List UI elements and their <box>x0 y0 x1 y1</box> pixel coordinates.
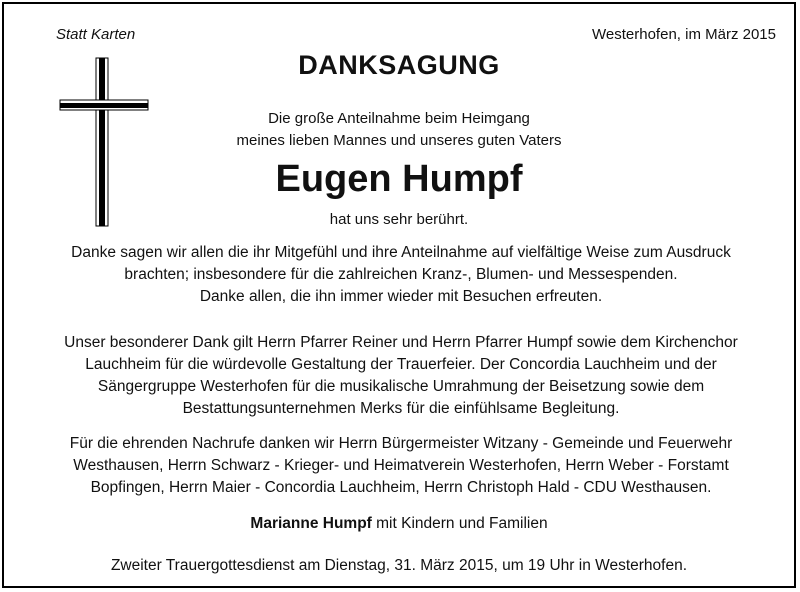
deceased-name: Eugen Humpf <box>275 158 523 200</box>
paragraph-special-thanks <box>22 332 780 420</box>
intro-line-1: Die große Anteilnahme beim Heimgang <box>268 110 530 127</box>
statt-karten-note: Statt Karten <box>56 26 136 43</box>
intro-line-2: meines lieben Mannes und unseres guten Vaters <box>236 132 562 149</box>
widow-name: Marianne Humpf <box>250 515 372 532</box>
paragraph-line: Bopfingen, Herrn Maier - Concordia Lauchheim, Herrn Christoph Hald - CDU Westhausen. <box>90 479 712 496</box>
paragraph-line: Für die ehrenden Nachrufe danken wir Herrn Bürgermeister Witzany - Gemeinde und Feuerwehr <box>69 435 733 452</box>
paragraph-line: Danke allen, die ihn immer wieder mit Besuchen erfreuten. <box>199 288 603 305</box>
paragraph-line: Bestattungsunternehmen Merks für die einfühlsame Begleitung. <box>182 400 620 417</box>
paragraph-line: brachten; insbesondere für die zahlreichen Kranz-, Blumen- und Messespenden. <box>124 266 678 283</box>
paragraph-line: Danke sagen wir allen die ihr Mitgefühl und ihre Anteilnahme auf vielfältige Weise zum Ausdruck <box>71 244 731 261</box>
paragraph-thanks <box>22 242 780 308</box>
obituary-card <box>2 2 796 588</box>
paragraph-line: Lauchheim für die würdevolle Gestaltung der Trauerfeier. Der Concordia Lauchheim und der <box>85 356 717 373</box>
place-date: Westerhofen, im März 2015 <box>592 26 776 43</box>
intro-text <box>4 108 794 152</box>
touched-line: hat uns sehr berührt. <box>329 211 469 228</box>
paragraph-line: Westhausen, Herrn Schwarz - Krieger- und Heimatverein Westerhofen, Herrn Weber - Forstamt <box>73 457 729 474</box>
paragraph-line: Unser besonderer Dank gilt Herrn Pfarrer Reiner und Herrn Pfarrer Humpf sowie dem Kirchenchor <box>64 334 738 351</box>
title: DANKSAGUNG <box>298 50 500 80</box>
paragraph-line: Sängergruppe Westerhofen für die musikalische Umrahmung der Beisetzung sowie dem <box>97 378 705 395</box>
family-signature <box>4 515 794 533</box>
family-rest: mit Kindern und Familien <box>371 515 548 532</box>
paragraph-eulogies <box>22 433 780 499</box>
service-note: Zweiter Trauergottesdienst am Dienstag, 31. März 2015, um 19 Uhr in Westerhofen. <box>110 557 688 574</box>
